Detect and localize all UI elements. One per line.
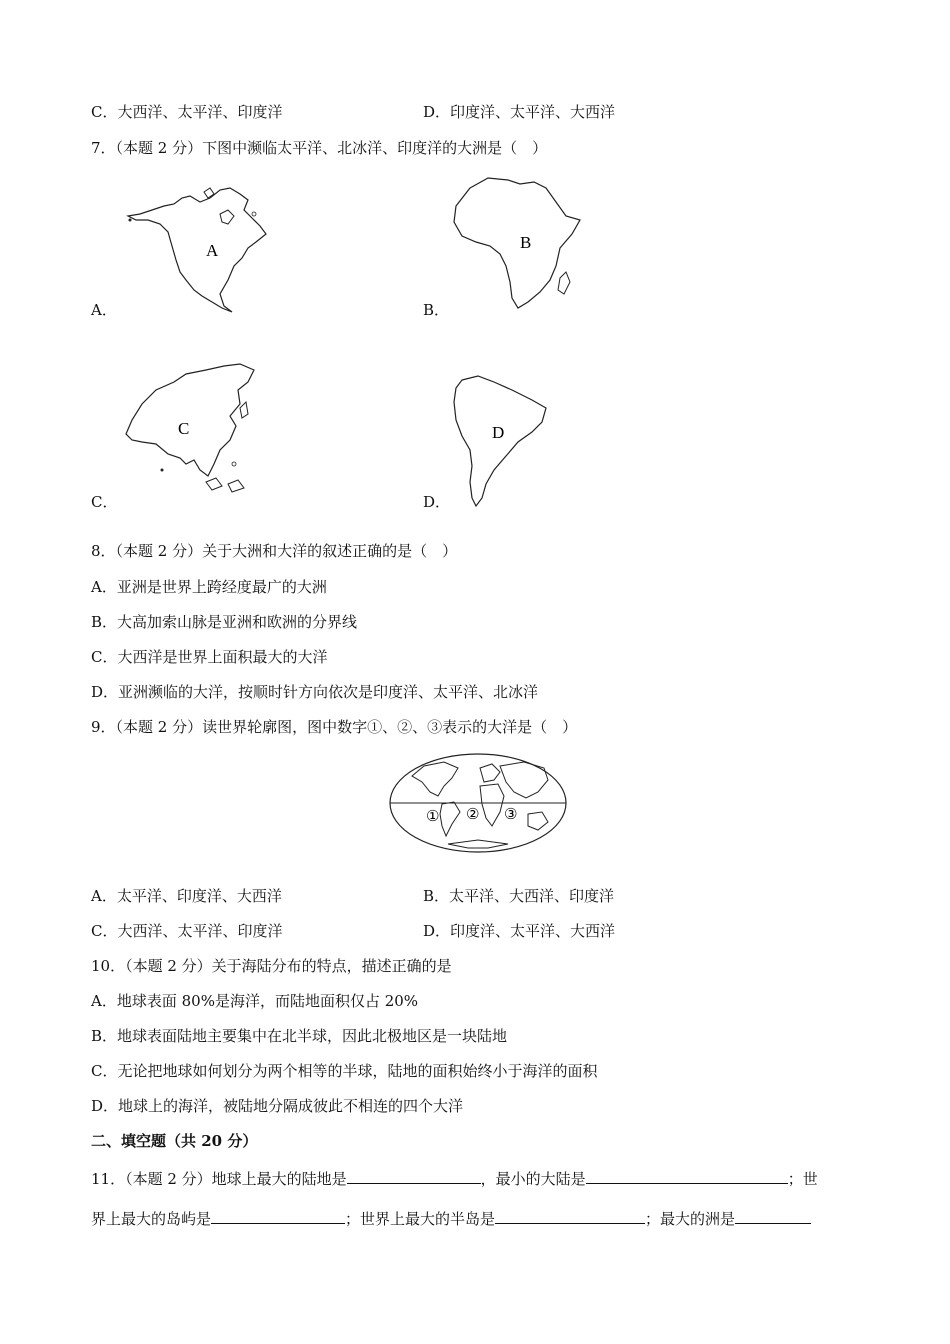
map-marker-2: ② (466, 805, 480, 823)
q8-option-d: D．亚洲濒临的大洋，按顺时针方向依次是印度洋、太平洋、北冰洋 (91, 683, 539, 701)
q11-line-1 (91, 1167, 818, 1189)
answer-blank-largest-peninsula[interactable] (495, 1207, 645, 1224)
q7-option-c: C． (91, 493, 118, 511)
q11-text-2: ，最小的大陆是 (480, 1170, 586, 1188)
q7-option-b: B． (423, 301, 450, 319)
q7-stem: 7．（本题 2 分）下图中濒临太平洋、北冰洋、印度洋的大洲是（ ） (91, 139, 548, 157)
q11-text-4: 界上最大的岛屿是 (91, 1210, 212, 1228)
map-asia (122, 360, 262, 500)
q9-option-b: B．太平洋、大西洋、印度洋 (423, 887, 615, 905)
q11-line-2 (91, 1207, 811, 1229)
q8-option-c: C．大西洋是世界上面积最大的大洋 (91, 648, 328, 666)
map-d-label: D (492, 423, 505, 442)
q7-option-a: A． (91, 301, 117, 319)
answer-blank-largest-island[interactable] (211, 1207, 345, 1224)
q10-option-a: A．地球表面 80%是海洋，而陆地面积仅占 20% (91, 992, 419, 1010)
q8-option-b: B．大高加索山脉是亚洲和欧洲的分界线 (91, 613, 358, 631)
world-outline-map (388, 752, 568, 854)
map-marker-1: ① (426, 807, 440, 825)
q9-option-a: A．太平洋、印度洋、大西洋 (91, 887, 282, 905)
map-a-label: A (206, 241, 219, 260)
answer-blank-largest-continent[interactable] (735, 1207, 811, 1224)
q7-option-d: D． (423, 493, 451, 511)
map-b-label: B (520, 233, 532, 252)
q8-stem: 8．（本题 2 分）关于大洲和大洋的叙述正确的是（ ） (91, 542, 458, 560)
q10-option-d: D．地球上的海洋，被陆地分隔成彼此不相连的四个大洋 (91, 1097, 464, 1115)
q9-option-c: C．大西洋、太平洋、印度洋 (91, 922, 283, 940)
q10-stem: 10．（本题 2 分）关于海陆分布的特点，描述正确的是 (91, 957, 452, 975)
q10-option-b: B．地球表面陆地主要集中在北半球，因此北极地区是一块陆地 (91, 1027, 508, 1045)
map-c-label: C (178, 419, 190, 438)
q8-option-a: A．亚洲是世界上跨经度最广的大洲 (91, 578, 327, 596)
q10-option-c: C．无论把地球如何划分为两个相等的半球，陆地的面积始终小于海洋的面积 (91, 1062, 598, 1080)
q11-text-3: ；世 (787, 1170, 818, 1188)
q11-text-1: 11．（本题 2 分）地球上最大的陆地是 (91, 1170, 347, 1188)
q6-option-d: D．印度洋、太平洋、大西洋 (423, 103, 616, 121)
map-north-america (124, 184, 270, 314)
map-africa (448, 174, 582, 314)
answer-blank-smallest-continent[interactable] (586, 1167, 788, 1184)
q6-option-c: C．大西洋、太平洋、印度洋 (91, 103, 283, 121)
answer-blank-largest-land[interactable] (347, 1167, 481, 1184)
q9-stem: 9．（本题 2 分）读世界轮廓图，图中数字①、②、③表示的大洋是（ ） (91, 718, 578, 736)
q11-text-6: ；最大的洲是 (645, 1210, 736, 1228)
map-marker-3: ③ (504, 805, 518, 823)
q9-option-d: D．印度洋、太平洋、大西洋 (423, 922, 616, 940)
map-south-america (448, 372, 550, 508)
section-heading: 二、填空题（共 20 分） (91, 1132, 258, 1150)
q11-text-5: ；世界上最大的半岛是 (345, 1210, 496, 1228)
